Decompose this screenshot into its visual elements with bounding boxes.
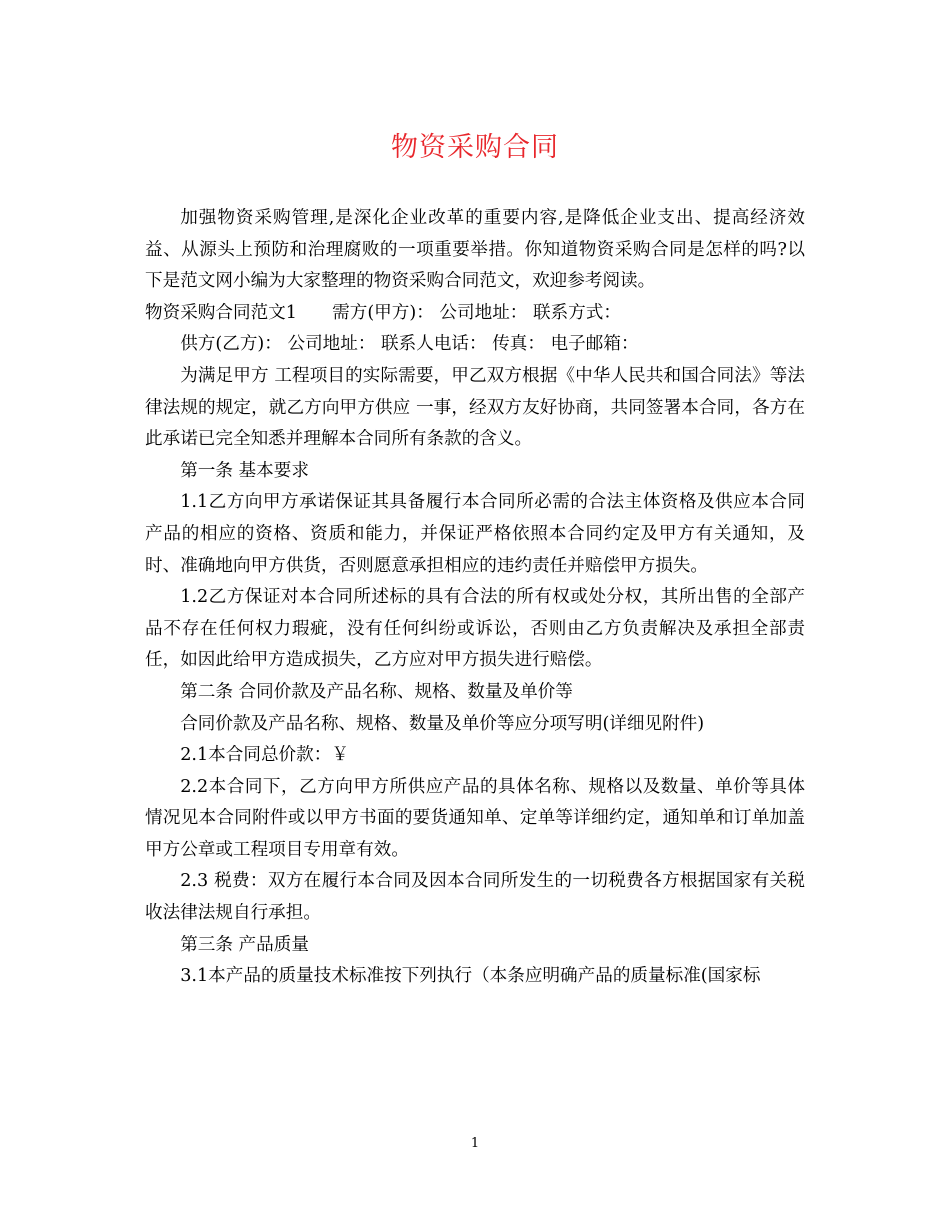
page-number: 1 <box>470 1136 480 1151</box>
document-body <box>145 203 805 993</box>
article-3-heading: 第三条 产品质量 <box>180 934 309 955</box>
document-title: 物资采购合同 <box>391 132 559 163</box>
preamble-paragraph: 为满足甲方 工程项目的实际需要，甲乙双方根据《中华人民共和国合同法》等法律法规的规定，就乙方向甲方供应 一事，经双方友好协商，共同签署本合同，各方在此承诺已完全知悉并理解本合同所有条款的含义。 <box>145 365 805 450</box>
clause-2-1: 2.1本合同总价款：￥ <box>180 745 349 766</box>
article-2-heading: 第二条 合同价款及产品名称、规格、数量及单价等 <box>180 681 573 702</box>
article-2-note: 合同价款及产品名称、规格、数量及单价等应分项写明(详细见附件) <box>180 713 705 734</box>
supplier-info-line: 供方(乙方)： 公司地址： 联系人电话： 传真： 电子邮箱： <box>180 334 639 355</box>
clause-1-2: 1.2乙方保证对本合同所述标的具有合法的所有权或处分权，其所出售的全部产品不存在任何权力瑕疵，没有任何纠纷或诉讼，否则由乙方负责解决及承担全部责任，如因此给甲方造成损失，乙方应对甲方损失进行赔偿。 <box>145 587 805 671</box>
clause-2-2: 2.2本合同下，乙方向甲方所供应产品的具体名称、规格以及数量、单价等具体情况见本合同附件或以甲方书面的要货通知单、定单等详细约定，通知单和订单加盖甲方公章或工程项目专用章有效。 <box>145 776 805 860</box>
intro-paragraph: 加强物资采购管理,是深化企业改革的重要内容,是降低企业支出、提高经济效益、从源头上预防和治理腐败的一项重要举措。你知道物资采购合同是怎样的吗?以下是范文网小编为大家整理的物资采购合同范文，欢迎参考阅读。 <box>145 208 805 292</box>
clause-1-1: 1.1乙方向甲方承诺保证其具备履行本合同所必需的合法主体资格及供应本合同产品的相应的资格、资质和能力，并保证严格依照本合同约定及甲方有关通知，及时、准确地向甲方供货，否则愿意承担相应的违约责任并赔偿甲方损失。 <box>145 492 805 576</box>
buyer-info-line: 物资采购合同范文1 需方(甲方)： 公司地址： 联系方式： <box>145 302 621 323</box>
clause-3-1: 3.1本产品的质量技术标准按下列执行（本条应明确产品的质量标准(国家标 <box>180 966 761 987</box>
article-1-heading: 第一条 基本要求 <box>180 460 309 481</box>
clause-2-3: 2.3 税费：双方在履行本合同及因本合同所发生的一切税费各方根据国家有关税收法律法规自行承担。 <box>145 871 805 924</box>
